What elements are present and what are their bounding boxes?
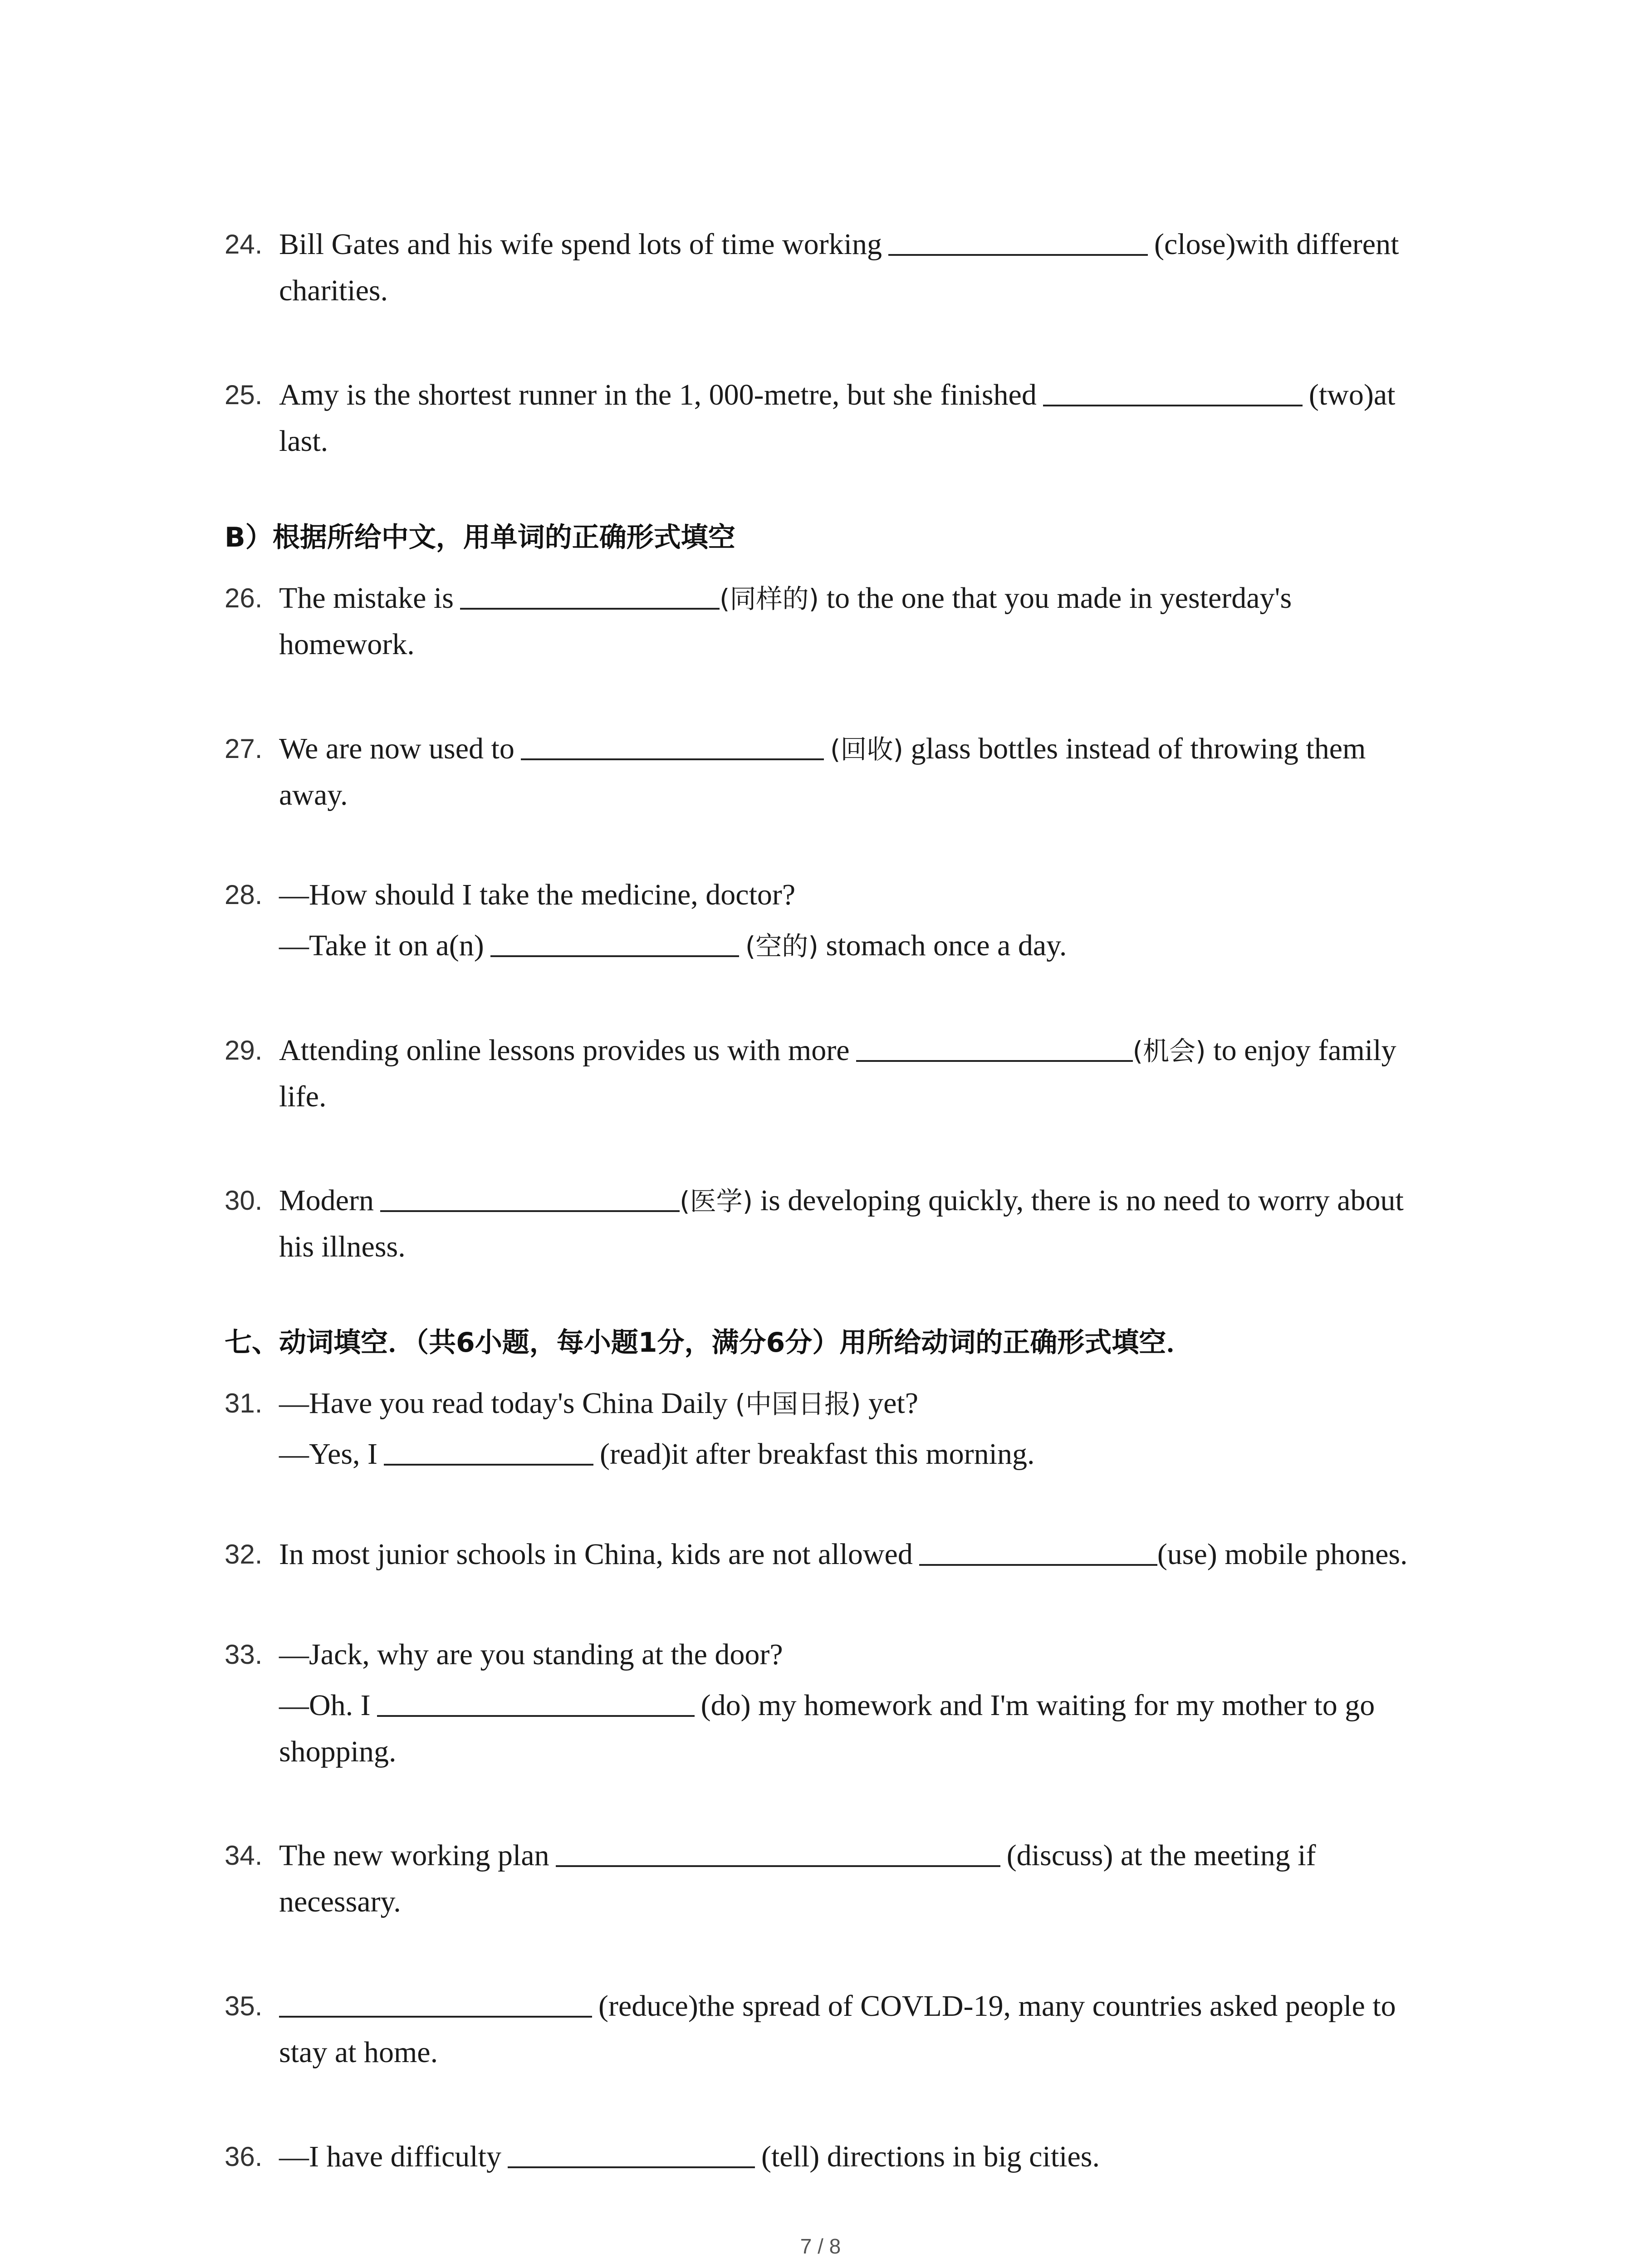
page-number: 7 / 8 [800,2234,841,2258]
question-line: necessary. [279,1885,401,1918]
question-number: 27. [225,733,263,764]
question-line: his illness. [279,1230,406,1263]
question-line: —Jack, why are you standing at the door? [279,1638,783,1671]
question-line: —I have difficulty (tell) directions in big cities. [279,2134,1100,2180]
question-number: 35. [225,1991,263,2021]
question-number: 25. [225,380,263,410]
answer-blank[interactable] [490,925,739,957]
question-number: 32. [225,1539,263,1569]
answer-blank[interactable] [856,1030,1133,1062]
question-line: We are now used to (回收) glass bottles instead of throwing them [279,726,1366,772]
question-line: Modern (医学) is developing quickly, there is no need to worry about [279,1178,1404,1224]
question-line: —Oh. I (do) my homework and I'm waiting for my mother to go [279,1682,1375,1729]
question-line: —How should I take the medicine, doctor? [279,878,796,911]
answer-blank[interactable] [460,578,720,610]
question-line: Attending online lessons provides us with more (机会) to enjoy family [279,1027,1396,1074]
answer-blank[interactable] [279,1986,592,2018]
question-line: Bill Gates and his wife spend lots of time working (close)with different [279,221,1399,268]
question-line: away. [279,778,348,811]
question-line: stay at home. [279,2036,438,2069]
question-line: —Take it on a(n) (空的) stomach once a day. [279,923,1067,969]
answer-blank[interactable] [556,1835,1000,1867]
question-line: life. [279,1080,327,1113]
question-line: homework. [279,628,415,661]
question-number: 26. [225,583,263,613]
question-line: charities. [279,274,388,307]
question-line: last. [279,425,328,458]
answer-blank[interactable] [377,1685,695,1717]
section-b-heading: B）根据所给中文，用单词的正确形式填空 [225,522,735,553]
answer-blank[interactable] [380,1180,680,1212]
answer-blank[interactable] [919,1534,1157,1566]
question-number: 24. [225,229,263,259]
answer-blank[interactable] [1043,375,1303,406]
question-number: 36. [225,2141,263,2172]
question-line: In most junior schools in China, kids are not allowed (use) mobile phones. [279,1531,1408,1578]
answer-blank[interactable] [384,1434,593,1466]
section-seven-heading: 七、动词填空．（共6小题，每小题1分，满分6分）用所给动词的正确形式填空． [225,1327,1194,1359]
answer-blank[interactable] [508,2136,755,2168]
question-line: The mistake is (同样的) to the one that you made in yesterday's [279,575,1292,622]
answer-blank[interactable] [888,224,1148,256]
question-line: —Have you read today's China Daily (中国日报) yet? [279,1387,919,1420]
question-number: 29. [225,1035,263,1066]
answer-blank[interactable] [521,728,824,760]
question-number: 30. [225,1185,263,1216]
question-number: 34. [225,1840,263,1871]
question-number: 28. [225,880,263,910]
question-line: The new working plan (discuss) at the meeting if [279,1833,1316,1879]
question-line: Amy is the shortest runner in the 1, 000-metre, but she finished (two)at [279,372,1395,418]
question-line: (reduce)the spread of COVLD-19, many countries asked people to [279,1983,1396,2029]
question-number: 33. [225,1639,263,1670]
question-line: —Yes, I (read)it after breakfast this morning. [279,1431,1034,1477]
question-number: 31. [225,1388,263,1418]
question-line: shopping. [279,1735,397,1768]
